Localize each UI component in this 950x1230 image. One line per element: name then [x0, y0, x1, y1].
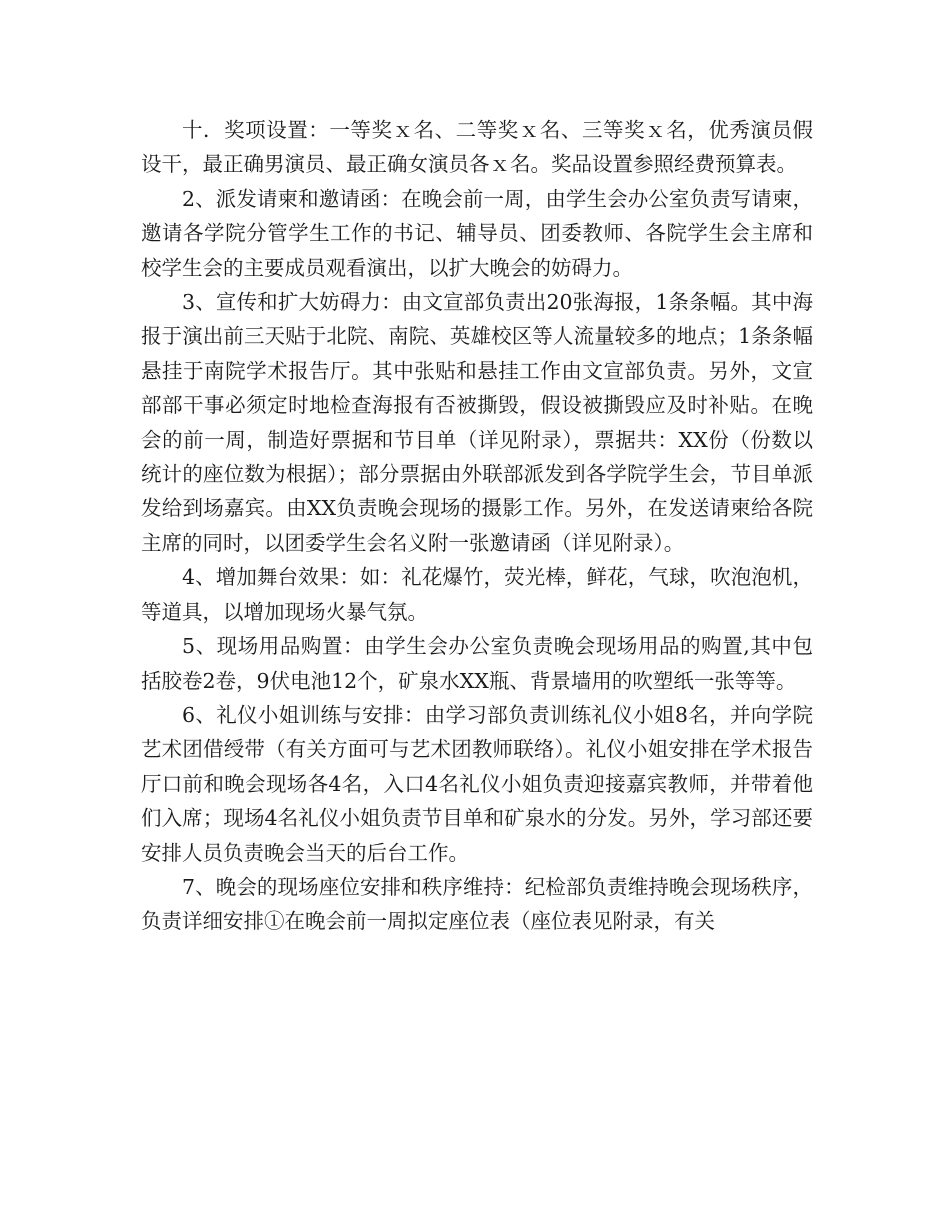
- paragraph-supplies: 5、现场用品购置：由学生会办公室负责晚会现场用品的购置,其中包括胶卷2卷，9伏电池12个，矿泉水XX瓶、背景墙用的吹塑纸一张等等。: [141, 634, 813, 693]
- document-body: [141, 113, 813, 939]
- paragraph-stage-effects: 4、增加舞台效果：如：礼花爆竹，荧光棒，鲜花，气球，吹泡泡机，等道具，以增加现场火暴气氛。: [141, 565, 813, 624]
- paragraph-etiquette: 6、礼仪小姐训练与安排：由学习部负责训练礼仪小姐8名，并向学院艺术团借绶带（有关方面可与艺术团教师联络）。礼仪小姐安排在学术报告厅口前和晚会现场各4名，入口4名礼仪小姐负责迎接嘉宾教师，并带着他们入席；现场4名礼仪小姐负责节目单和矿泉水的分发。另外，学习部还要安排人员负责晚会当天的后台工作。: [141, 702, 813, 865]
- paragraph-invitations: 2、派发请柬和邀请函：在晚会前一周，由学生会办公室负责写请柬，邀请各学院分管学生工作的书记、辅导员、团委教师、各院学生会主席和校学生会的主要成员观看演出，以扩大晚会的妨碍力。: [141, 186, 813, 280]
- paragraph-publicity: 3、宣传和扩大妨碍力：由文宣部负责出20张海报，1条条幅。其中海报于演出前三天贴于北院、南院、英雄校区等人流量较多的地点；1条条幅悬挂于南院学术报告厅。其中张贴和悬挂工作由文宣部负责。另外，文宣部部干事必须定时地检查海报有否被撕毁，假设被撕毁应及时补贴。在晚会的前一周，制造好票据和节目单（详见附录），票据共：XX份（份数以统计的座位数为根据）；部分票据由外联部派发到各学院学生会，节目单派发给到场嘉宾。由XX负责晚会现场的摄影工作。另外，在发送请柬给各院主席的同时，以团委学生会名义附一张邀请函（详见附录）。: [141, 290, 813, 555]
- paragraph-awards: 十．奖项设置：一等奖ｘ名、二等奖ｘ名、三等奖ｘ名，优秀演员假设干，最正确男演员、最正确女演员各ｘ名。奖品设置参照经费预算表。: [141, 118, 813, 177]
- paragraph-seating: 7、晚会的现场座位安排和秩序维持：纪检部负责维持晚会现场秩序，负责详细安排①在晚会前一周拟定座位表（座位表见附录，有关: [141, 874, 813, 934]
